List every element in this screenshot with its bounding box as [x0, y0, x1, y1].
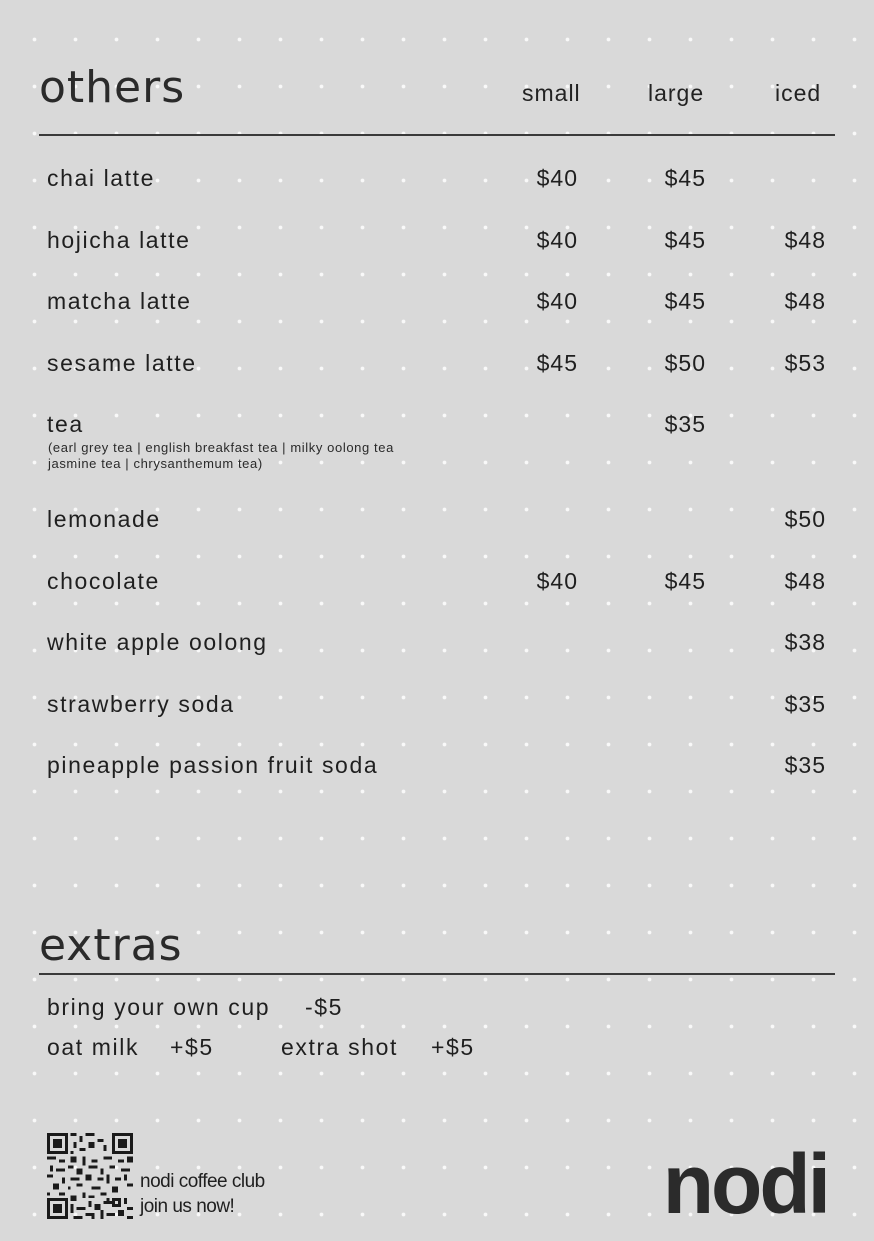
item-name: tea — [47, 411, 84, 437]
extra-shot-price: +$5 — [431, 1034, 475, 1060]
price-iced: $50 — [784, 506, 826, 532]
item-name: chai latte — [47, 165, 156, 191]
price-large: $45 — [664, 288, 706, 314]
item-name: matcha latte — [47, 288, 192, 314]
price-small: $40 — [536, 165, 578, 191]
price-small: $40 — [536, 288, 578, 314]
qr-code-icon[interactable] — [47, 1133, 133, 1219]
price-iced: $48 — [784, 227, 826, 253]
club-name: nodi coffee club — [140, 1171, 265, 1192]
tea-varieties-note: (earl grey tea | english breakfast tea | milky oolong tea — [48, 440, 394, 455]
price-large: $45 — [664, 227, 706, 253]
column-header-iced: iced — [775, 80, 822, 106]
price-iced: $48 — [784, 288, 826, 314]
column-header-small: small — [522, 80, 581, 106]
item-name: chocolate — [47, 568, 160, 594]
price-small: $40 — [536, 568, 578, 594]
price-iced: $48 — [784, 568, 826, 594]
price-small: $45 — [536, 350, 578, 376]
item-name: sesame latte — [47, 350, 197, 376]
club-cta: join us now! — [140, 1196, 235, 1217]
tea-varieties-note: jasmine tea | chrysanthemum tea) — [48, 456, 263, 471]
price-large: $50 — [664, 350, 706, 376]
item-name: lemonade — [47, 506, 161, 532]
extras-divider — [39, 973, 835, 975]
item-name: hojicha latte — [47, 227, 191, 253]
others-divider — [39, 134, 835, 136]
price-iced: $53 — [784, 350, 826, 376]
price-iced: $35 — [784, 752, 826, 778]
oat-milk-price: +$5 — [170, 1034, 214, 1060]
byo-cup-price: -$5 — [305, 994, 344, 1020]
price-iced: $35 — [784, 691, 826, 717]
price-large: $35 — [664, 411, 706, 437]
brand-logo: nodi — [662, 1137, 828, 1231]
item-name: pineapple passion fruit soda — [47, 752, 379, 778]
extra-shot-label: extra shot — [281, 1034, 398, 1060]
price-large: $45 — [664, 568, 706, 594]
extras-title: extras — [39, 920, 183, 971]
price-iced: $38 — [784, 629, 826, 655]
price-large: $45 — [664, 165, 706, 191]
byo-cup-label: bring your own cup — [47, 994, 271, 1020]
others-title: others — [39, 62, 186, 113]
item-name: white apple oolong — [47, 629, 268, 655]
item-name: strawberry soda — [47, 691, 235, 717]
price-small: $40 — [536, 227, 578, 253]
column-header-large: large — [648, 80, 705, 106]
oat-milk-label: oat milk — [47, 1034, 140, 1060]
